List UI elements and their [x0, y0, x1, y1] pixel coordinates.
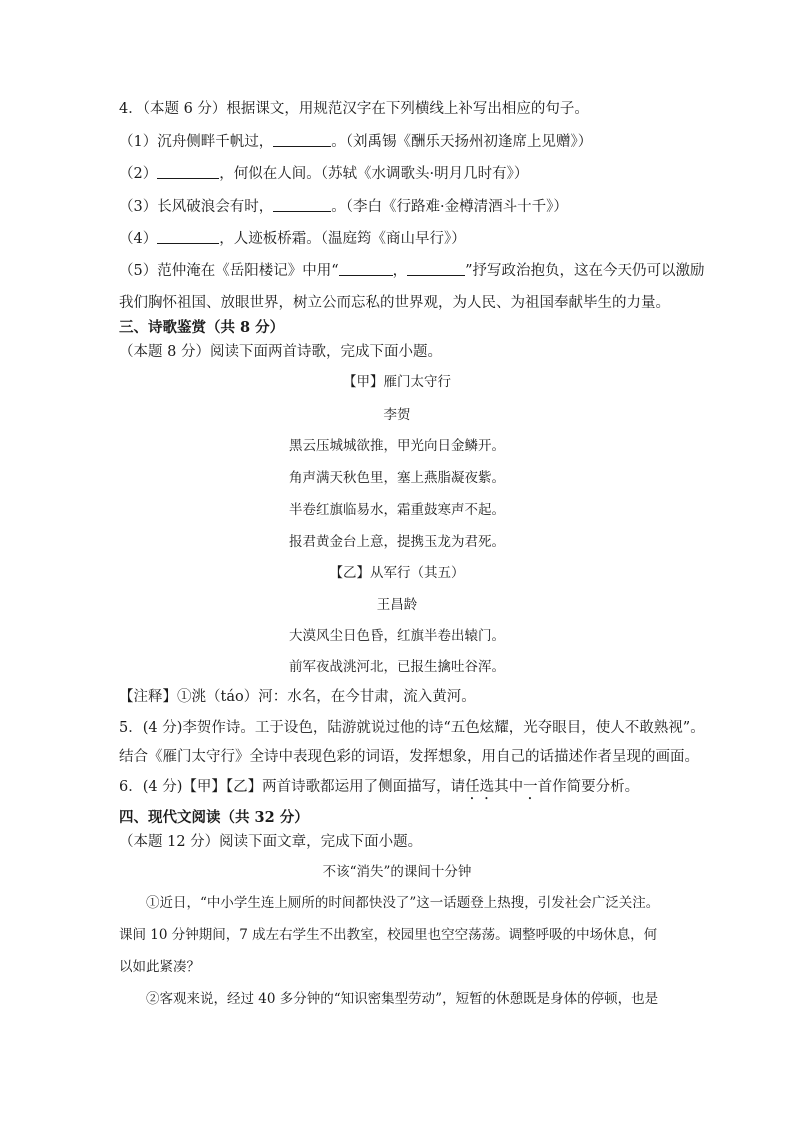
- q4-item-1-prefix: （1）沉舟侧畔千帆过，: [119, 134, 274, 150]
- article-paragraph-1-line: 课间 10 分钟期间，7 成左右学生不出教室，校园里也空空荡荡。调整呼吸的中场休息，何: [119, 927, 658, 943]
- article-paragraph-1-line: ①近日，“中小学生连上厕所的时间都快没了”这一话题登上热搜，引发社会广泛关注。: [146, 895, 660, 911]
- poem-1-line: 角声满天秋色里，塞上燕脂凝夜紫。: [289, 470, 505, 486]
- q5-line-1: 5．(4 分)李贺作诗。工于设色，陆游就说过他的诗“五色炫耀，光夺眼目，使人不敢熟视”。: [119, 720, 705, 736]
- q6-prefix: 6．(4 分)【甲】【乙】两首诗歌都运用了侧面描写，请: [119, 779, 466, 795]
- poem-2-author: 王昌龄: [376, 597, 418, 613]
- poem-1-line: 半卷红旗临易水，霜重鼓寒声不起。: [289, 502, 505, 518]
- section-4-title: 四、现代文阅读（共 32 分）: [119, 809, 309, 826]
- q4-item-4: [119, 229, 466, 249]
- answer-blank[interactable]: [339, 261, 393, 276]
- poem-1-title: 【甲】雁门太守行: [343, 374, 451, 390]
- q4-item-5-suffix: ”抒写政治抱负，这在今天仍可以激励: [465, 263, 705, 279]
- answer-blank[interactable]: [157, 164, 219, 179]
- q4-item-4-suffix: ，人迹板桥霜。（温庭筠《商山早行》）: [219, 231, 466, 247]
- answer-blank[interactable]: [273, 132, 331, 147]
- poem-1-author: 李贺: [383, 407, 411, 423]
- q6-emphasis-choose: 任选: [465, 779, 495, 795]
- section-4-instruction: （本题 12 分）阅读下面文章，完成下面小题。: [119, 834, 423, 850]
- article-paragraph-2-line: ②客观来说，经过 40 多分钟的“知识密集型劳动”，短暂的休憩既是身体的停顿，也是: [146, 991, 659, 1007]
- q4-item-3: [119, 197, 568, 217]
- q6-suffix: 首作简要分析。: [537, 779, 640, 795]
- q5-line-2: 结合《雁门太守行》全诗中表现色彩的词语，发挥想象，用自己的话描述作者呈现的画面。: [119, 749, 699, 765]
- q4-item-2-prefix: （2）: [119, 166, 158, 182]
- q4-item-1-suffix: 。（刘禹锡《酬乐天扬州初逢席上见赠》）: [331, 134, 593, 150]
- q4-item-5-middle: ，: [392, 263, 408, 279]
- section-3-instruction: （本题 8 分）阅读下面两首诗歌，完成下面小题。: [119, 344, 442, 360]
- answer-blank[interactable]: [157, 229, 219, 244]
- q4-item-2: [119, 164, 528, 184]
- annotation-note: 【注释】①洮（táo）河：水名，在今甘肃，流入黄河。: [119, 689, 476, 705]
- answer-blank[interactable]: [407, 261, 465, 276]
- answer-blank[interactable]: [273, 197, 331, 212]
- q4-item-1: [119, 132, 592, 152]
- q6-middle: 其中: [494, 779, 524, 795]
- poem-2-title: 【乙】从军行（其五）: [329, 565, 465, 581]
- q6-line: [119, 777, 639, 803]
- poem-1-line: 报君黄金台上意，提携玉龙为君死。: [289, 534, 505, 550]
- q4-item-3-suffix: 。（李白《行路难·金樽清酒斗十千》）: [331, 199, 568, 215]
- section-3-title: 三、诗歌鉴赏（共 8 分）: [119, 319, 285, 336]
- q6-emphasis-one: 一: [523, 779, 538, 795]
- q4-item-5-continuation: 我们胸怀祖国、放眼世界，树立公而忘私的世界观，为人民、为祖国奉献毕生的力量。: [119, 295, 670, 311]
- q4-intro: 4．（本题 6 分）根据课文，用规范汉字在下列横线上补写出相应的句子。: [119, 101, 589, 117]
- q4-item-3-prefix: （3）长风破浪会有时，: [119, 199, 274, 215]
- q4-item-2-suffix: ，何似在人间。（苏轼《水调歌头·明月几时有》）: [219, 166, 529, 182]
- poem-2-line: 前军夜战洮河北，已报生擒吐谷浑。: [289, 659, 505, 675]
- poem-1-line: 黑云压城城欲推，甲光向日金鳞开。: [289, 438, 505, 454]
- article-title: 不该“消失”的课间十分钟: [322, 864, 472, 880]
- q4-item-4-prefix: （4）: [119, 231, 158, 247]
- article-paragraph-1-line: 以如此紧凑？: [119, 959, 200, 975]
- q4-item-5: [119, 261, 705, 281]
- q4-item-5-prefix: （5）范仲淹在《岳阳楼记》中用“: [119, 263, 339, 279]
- poem-2-line: 大漠风尘日色昏，红旗半卷出辕门。: [289, 628, 505, 644]
